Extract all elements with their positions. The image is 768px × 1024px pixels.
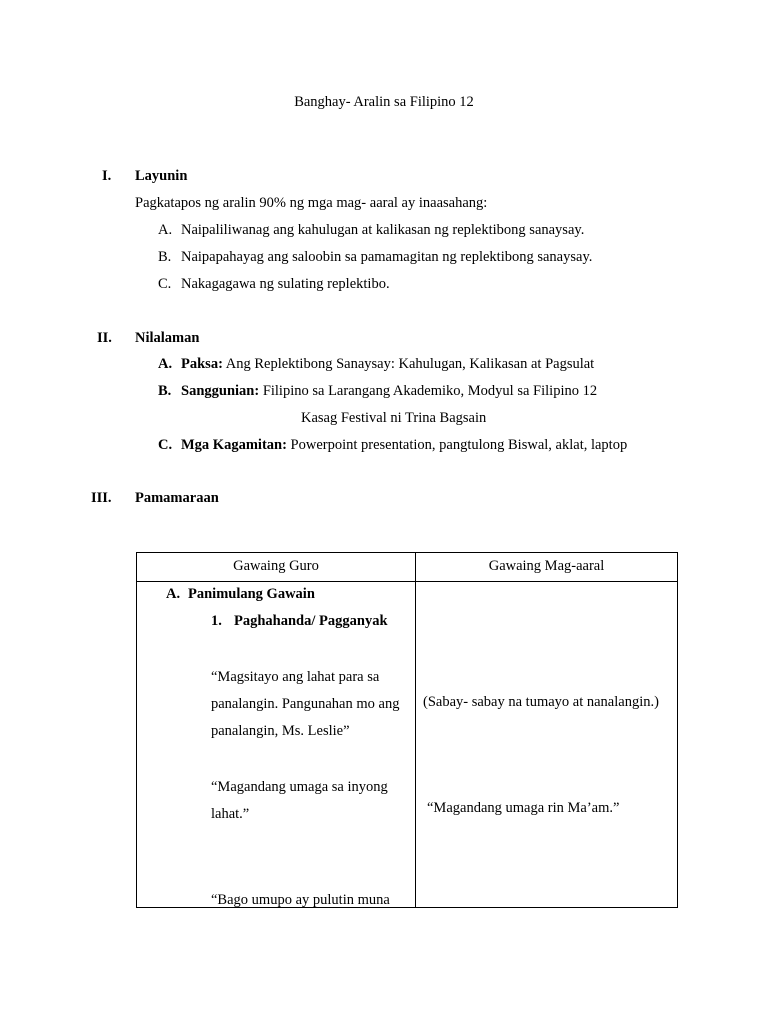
objective-a-letter: A. [158,222,173,238]
section-1-numeral: I. [102,168,112,184]
content-c-letter: C. [158,437,173,453]
table-header-magaaral: Gawaing Mag-aaral [488,558,605,574]
objective-c-text: Nakagagawa ng sulating replektibo. [181,276,390,292]
table-column-divider [415,553,416,907]
content-b-label: Sanggunian: [181,383,260,399]
content-b-letter: B. [158,383,172,399]
section-2-heading: Nilalaman [135,330,200,346]
content-c-text: Powerpoint presentation, pangtulong Biswal, aklat, laptop [290,437,628,453]
content-b-continuation: Kasag Festival ni Trina Bagsain [301,410,487,426]
subheading-panimulang-gawain: Panimulang Gawain [188,586,315,602]
content-a-label: Paksa: [181,356,223,372]
content-b-line [181,383,597,400]
section-1-intro: Pagkatapos ng aralin 90% ng mga mag- aaral ay inaasahang: [135,195,488,211]
guro-line-5: lahat.” [211,806,250,822]
objective-b-letter: B. [158,249,172,265]
section-2-numeral: II. [97,330,112,346]
objective-c-letter: C. [158,276,172,292]
guro-line-2: panalangin. Pangunahan mo ang [211,696,400,712]
section-3-numeral: III. [91,490,112,506]
content-b-text: Filipino sa Larangang Akademiko, Modyul sa Filipino 12 [262,383,598,399]
table-header-guro: Gawaing Guro [233,558,319,574]
objective-b-text: Naipapahayag ang saloobin sa pamamagitan ng replektibong sanaysay. [181,249,593,265]
content-a-letter: A. [158,356,173,372]
guro-line-1: “Magsitayo ang lahat para sa [211,669,380,685]
content-a-text: Ang Replektibong Sanaysay: Kahulugan, Kalikasan at Pagsulat [225,356,595,372]
document-title: Banghay- Aralin sa Filipino 12 [294,94,474,110]
subheading-paghahanda: Paghahanda/ Pagganyak [234,613,388,629]
content-c-line [181,437,627,454]
subheading-a-letter: A. [166,586,181,602]
magaaral-line-2: “Magandang umaga rin Ma’am.” [427,800,620,816]
guro-line-6: “Bago umupo ay pulutin muna [211,892,390,908]
procedure-table [136,552,678,908]
subheading-1-number: 1. [211,613,222,629]
content-c-label: Mga Kagamitan: [181,437,287,453]
section-3-heading: Pamamaraan [135,490,219,506]
content-a-line [181,356,594,373]
magaaral-line-1: (Sabay- sabay na tumayo at nanalangin.) [423,694,659,710]
guro-line-4: “Magandang umaga sa inyong [211,779,388,795]
objective-a-text: Naipaliliwanag ang kahulugan at kalikasan ng replektibong sanaysay. [181,222,585,238]
guro-line-3: panalangin, Ms. Leslie” [211,723,350,739]
section-1-heading: Layunin [135,168,188,184]
table-header-divider [137,581,677,582]
